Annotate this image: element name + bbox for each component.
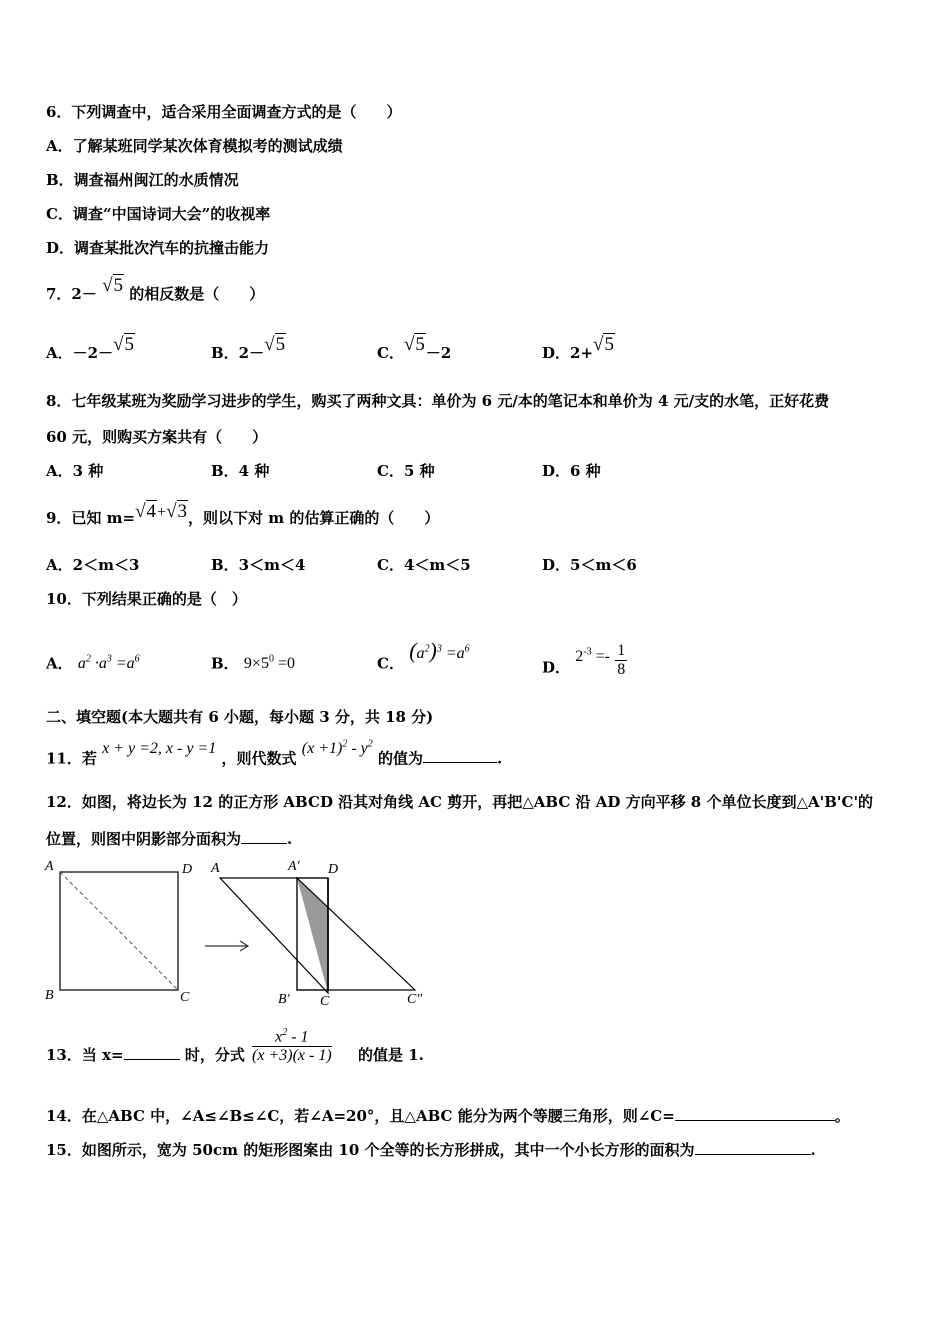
q9-stem [46, 501, 440, 529]
q7-c-sqrt: √5 [403, 334, 425, 355]
q12-answer-blank[interactable] [241, 843, 287, 844]
q10-b-expr: $9\times 5^0 =0$ [243, 654, 295, 673]
q15-end: . [810, 1141, 816, 1159]
q7-stem-sqrt: √5 [102, 275, 124, 296]
q14-text: 14．在△ABC 中，∠A≤∠B≤∠C，若∠A=20°，且△ABC 能分为两个等腰三角形，则∠C= [46, 1107, 675, 1125]
q11-end: . [497, 749, 503, 768]
q7-a-sqrt: √5 [113, 334, 135, 355]
q7-option-b [211, 334, 286, 363]
q12-line2-end: . [287, 830, 293, 848]
q7-option-c [377, 334, 452, 363]
q12-stem-line1: 12．如图，将边长为 12 的正方形 ABCD 沿其对角线 AC 剪开，再把△ABC 沿 AD 方向平移 8 个单位长度到△A'B'C'的 [46, 793, 874, 811]
q6-option-a: A．了解某班同学某次体育模拟考的测试成绩 [46, 137, 343, 155]
q10-d-fraction: $\frac{1}{8}$ [617, 642, 626, 678]
q7-d-sqrt: √5 [593, 334, 614, 355]
q9-option-b: B．3＜m＜4 [211, 556, 306, 574]
q9-sqrt-3: √3 [166, 501, 188, 522]
q7-c-text: C． [377, 344, 404, 362]
q12-label-d-right: D [328, 862, 339, 877]
q7-stem-post: 的相反数是（ ） [129, 285, 265, 303]
q10-c-expr: $(a^2)^3 =a^6$ [409, 638, 470, 664]
q15-text: 15．如图所示，宽为 50cm 的矩形图案由 10 个全等的长方形拼成，其中一个小长方形的面积为 [46, 1141, 695, 1159]
q9-stem-post: ，则以下对 m 的估算正确的（ ） [188, 509, 440, 527]
q12-label-d: D [182, 862, 193, 877]
q14-end: 。 [834, 1107, 850, 1125]
q12-label-b: B [45, 988, 54, 1003]
section2-heading: 二、填空题(本大题共有 6 小题，每小题 3 分，共 18 分) [46, 708, 434, 726]
q10-option-c [377, 638, 470, 674]
q12-label-c-right: C [320, 994, 330, 1009]
q6-option-c: C．调查“中国诗词大会”的收视率 [46, 205, 271, 223]
q7-b-text: B．2－ [211, 344, 265, 362]
q15 [46, 1140, 816, 1160]
q7-a-text: A．－2－ [46, 344, 114, 362]
q7-option-d [542, 334, 615, 363]
q10-option-b [211, 650, 295, 674]
q9-option-a: A．2＜m＜3 [46, 556, 140, 574]
q10-c-label: C． [377, 654, 404, 673]
q7-option-a [46, 334, 135, 363]
q11-condition: x + y =2, x - y =1 [102, 740, 217, 758]
q7-c-post: －2 [425, 344, 452, 362]
q9-option-c: C．4＜m＜5 [377, 556, 471, 574]
q9-stem-pre: 9．已知 m= [46, 509, 136, 527]
q7-b-sqrt: √5 [264, 334, 286, 355]
q6-option-d: D．调查某批次汽车的抗撞击能力 [46, 239, 270, 257]
q11-answer-blank[interactable] [423, 762, 497, 763]
q10-option-d [542, 642, 627, 687]
q10-a-expr: $a^2 \cdot a^3 =a^6$ [77, 654, 140, 673]
q11-expression: $(x +1)^2 - y^2$ [301, 739, 373, 758]
q7-stem-pre: 7．2－ [46, 285, 97, 303]
q12-label-a-prime: A′ [288, 859, 300, 874]
q8-option-a: A．3 种 [46, 462, 104, 480]
q14 [46, 1106, 850, 1126]
q13-numerator: $x^2 - 1$ [252, 1024, 332, 1047]
q7-stem [46, 275, 265, 304]
q11 [46, 739, 503, 769]
q14-answer-blank[interactable] [675, 1120, 835, 1121]
q10-d-expr: $2^{-3}$ =- [575, 646, 610, 665]
q10-b-label: B． [211, 654, 239, 673]
q13 [46, 1045, 245, 1065]
q13-fraction [252, 1024, 332, 1065]
q10-stem: 10．下列结果正确的是（ ） [46, 590, 247, 608]
q11-mid: ，则代数式 [221, 749, 297, 768]
q8-option-c: C．5 种 [377, 462, 435, 480]
q10-a-label: A． [46, 654, 73, 673]
q13-answer-blank[interactable] [124, 1059, 180, 1060]
q6-option-b: B．调查福州闽江的水质情况 [46, 171, 239, 189]
q11-pre: 11．若 [46, 749, 97, 768]
q11-post: 的值为 [377, 749, 423, 768]
q13-denominator: (x +3)(x - 1) [252, 1047, 332, 1065]
q12-label-b-prime: B′ [278, 992, 290, 1007]
q12-stem-line2 [46, 829, 292, 849]
q9-sqrt-4: √4 [135, 501, 157, 522]
q8-stem-line1: 8．七年级某班为奖励学习进步的学生，购买了两种文具：单价为 6 元/本的笔记本和单价为 4 元/支的水笔，正好花费 [46, 392, 830, 410]
q10-option-a [46, 650, 140, 674]
q13-mid: 时，分式 [184, 1046, 245, 1064]
q9-option-d: D．5＜m＜6 [542, 556, 637, 574]
q8-option-d: D．6 种 [542, 462, 601, 480]
q10-d-label: D． [542, 658, 571, 677]
q12-label-c: C [180, 990, 190, 1005]
q13-pre: 13．当 x= [46, 1046, 124, 1064]
q12-line2-pre: 位置，则图中阴影部分面积为 [46, 830, 242, 848]
q8-option-b: B．4 种 [211, 462, 270, 480]
q9-plus: + [157, 504, 167, 521]
q12-label-c-double-prime: C″ [407, 992, 423, 1007]
q8-stem-line2: 60 元，则购买方案共有（ ） [46, 428, 268, 446]
q15-answer-blank[interactable] [695, 1154, 811, 1155]
q12-figure [40, 855, 440, 1010]
q12-label-a-right: A [211, 861, 220, 876]
q6-stem: 6．下列调查中，适合采用全面调查方式的是（ ） [46, 103, 402, 121]
q13-post: 的值是 1. [358, 1046, 424, 1064]
q12-label-a: A [45, 859, 54, 874]
q12-diagonal-ac [60, 872, 178, 990]
q7-d-text: D．2+ [542, 344, 594, 362]
